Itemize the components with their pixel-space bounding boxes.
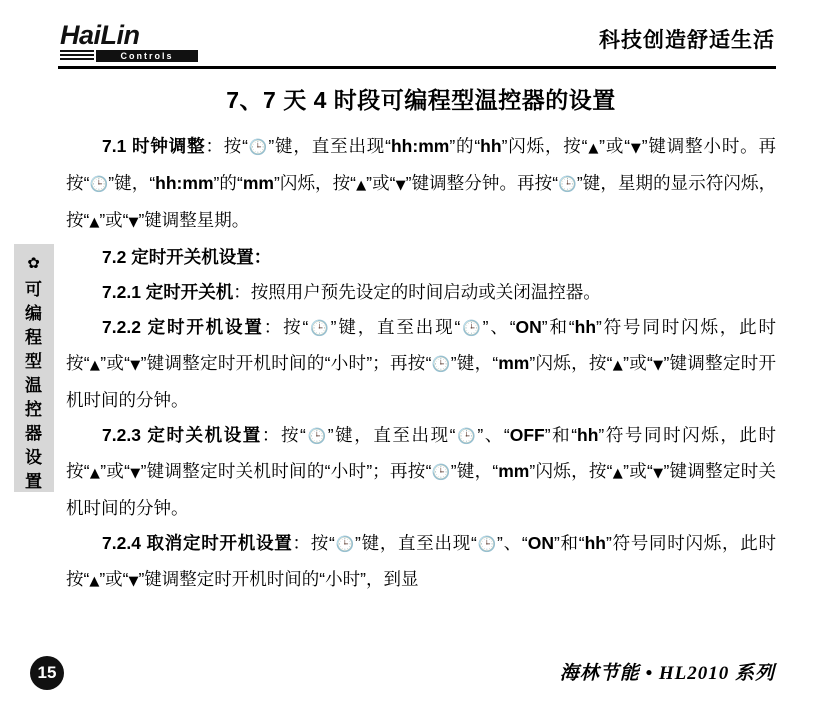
page-header xyxy=(0,22,835,68)
logo-main-text: HaiLin xyxy=(60,20,140,50)
brand-logo xyxy=(60,22,220,62)
header-divider xyxy=(58,66,776,69)
logo-sub-text: Controls xyxy=(96,50,198,62)
side-tab-section-label xyxy=(14,244,54,492)
footer-product-line: 海林节能 • HL2010 系列 xyxy=(559,663,775,684)
flower-icon: ✿ xyxy=(27,255,41,272)
document-body xyxy=(66,72,776,599)
paragraph-7-2-2: 7.2.2 定时开机设置：按“🕒”键，直至出现“🕒”、“ON”和“hh”符号同时闪烁，此时按“▲”或“▼”键调整定时开机时间的“小时”；再按“🕒”键，“mm”闪烁，按“▲”或“▼”键调整定时开机时间的分钟。 xyxy=(66,317,777,410)
page-title: 7、7 天 4 时段可编程型温控器的设置 xyxy=(226,87,616,113)
header-slogan: 科技创造舒适生活 xyxy=(599,28,775,52)
paragraph-list xyxy=(66,129,776,599)
page-footer xyxy=(0,648,835,708)
paragraph-7-2-3: 7.2.3 定时关机设置：按“🕒”键，直至出现“🕒”、“OFF”和“hh”符号同时闪烁，此时按“▲”或“▼”键调整定时关机时间的“小时”；再按“🕒”键，“mm”闪烁，按“▲”或“▼”键调整定时关机时间的分钟。 xyxy=(66,425,777,518)
paragraph-7-2-1: 7.2.1 定时开关机：按照用户预先设定的时间启动或关闭温控器。 xyxy=(102,282,601,302)
paragraph-7-2: 7.2 定时开关机设置： xyxy=(102,247,272,267)
side-tab-text: 可编程型温控器设置 xyxy=(25,280,43,491)
paragraph-7-1: 7.1 时钟调整：按“🕒”键，直至出现“hh:mm”的“hh”闪烁，按“▲”或“▼”键调整小时。再按“🕒”键，“hh:mm”的“mm”闪烁，按“▲”或“▼”键调整分钟。再按“🕒”键，星期的显示符闪烁，按“▲”或“▼”键调整星期。 xyxy=(66,136,777,230)
page-number-badge: 15 xyxy=(30,656,64,690)
paragraph-7-2-4: 7.2.4 取消定时开机设置：按“🕒”键，直至出现“🕒”、“ON”和“hh”符号同时闪烁，此时按“▲”或“▼”键调整定时开机时间的“小时”，到显 xyxy=(66,533,777,589)
logo-bars-icon xyxy=(60,50,94,60)
